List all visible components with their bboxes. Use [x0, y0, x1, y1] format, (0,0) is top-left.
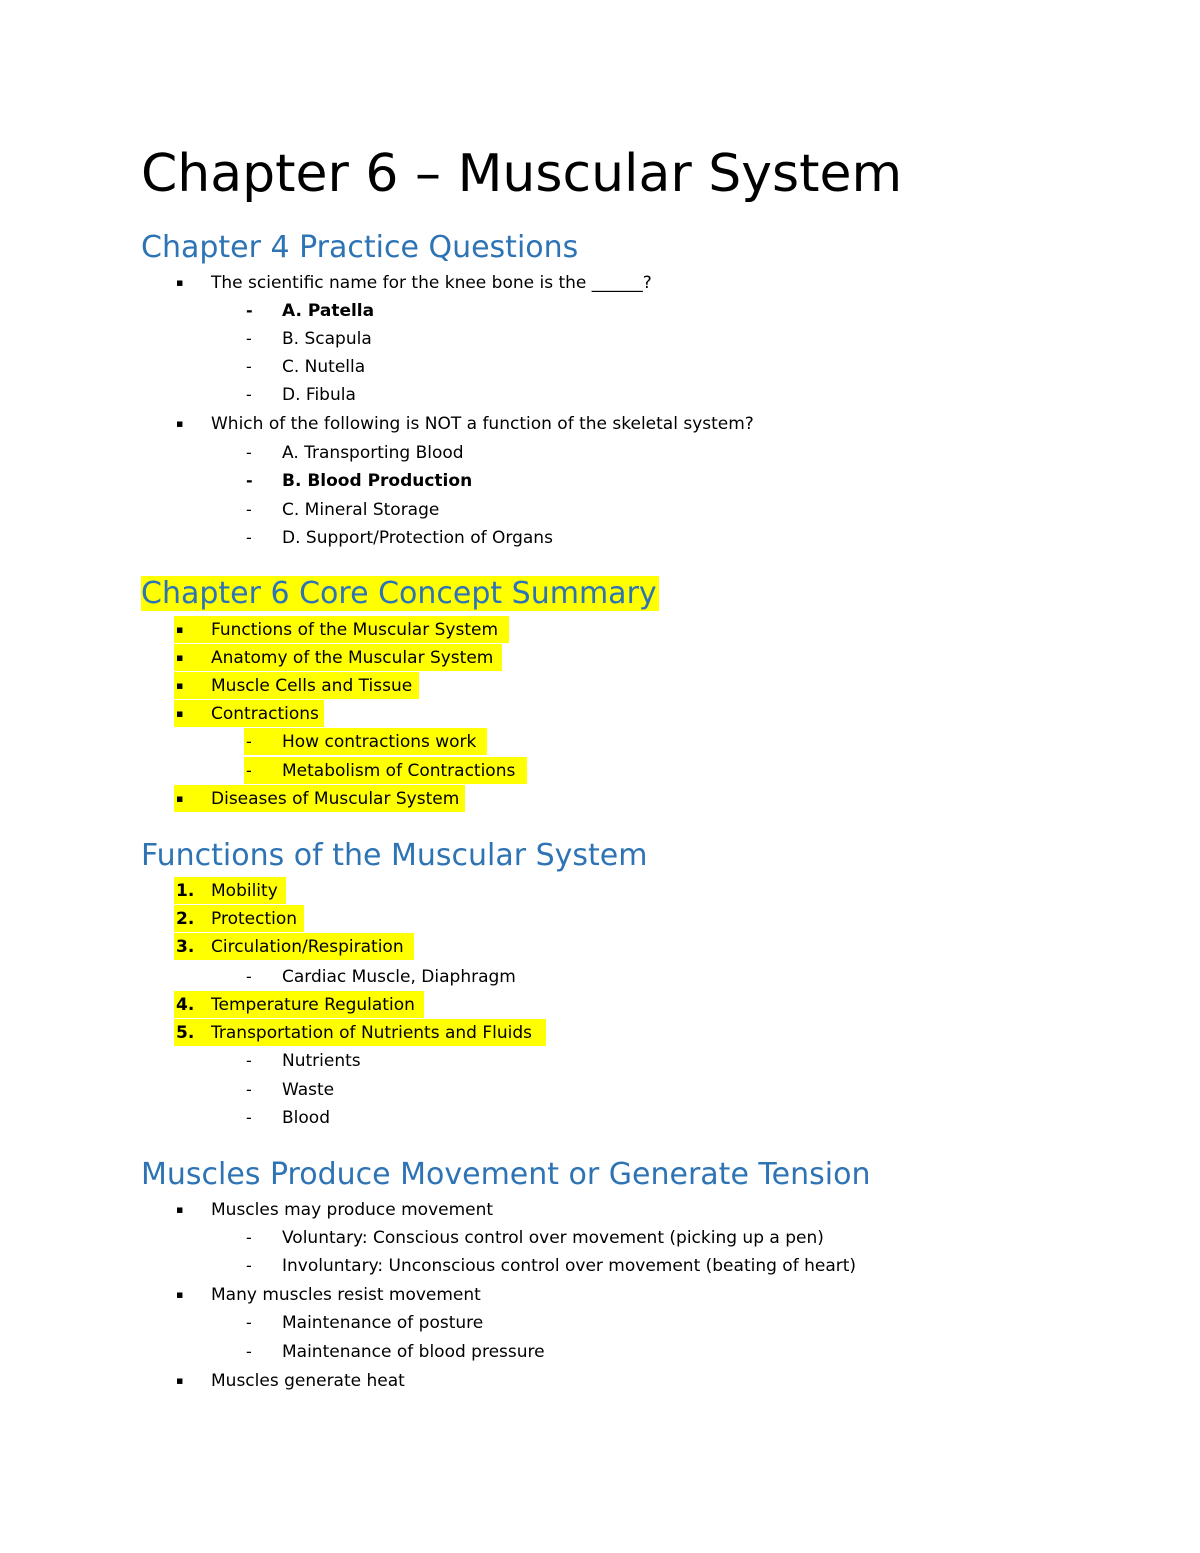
function-text: Cardiac Muscle, Diaphragm: [282, 967, 516, 987]
list-number: 2.: [176, 909, 195, 929]
bullet-marker: ▪: [176, 1374, 184, 1387]
heading-practice-questions: Chapter 4 Practice Questions: [141, 230, 579, 265]
heading-functions: Functions of the Muscular System: [141, 838, 648, 873]
bullet-marker: ▪: [176, 276, 184, 289]
dash-marker: -: [246, 443, 252, 462]
option-text: A. Transporting Blood: [282, 443, 464, 463]
option-text: D. Support/Protection of Organs: [282, 528, 553, 548]
option-text: B. Blood Production: [282, 471, 473, 491]
bullet-marker: ▪: [176, 417, 184, 430]
page-title: Chapter 6 – Muscular System: [141, 144, 903, 204]
dash-marker: -: [246, 301, 253, 320]
summary-text: How contractions work: [282, 732, 477, 752]
dash-marker: -: [246, 1228, 252, 1247]
function-text: Waste: [282, 1080, 335, 1100]
question-text: Which of the following is NOT a function of the skeletal system?: [211, 414, 754, 434]
heading-highlight: Chapter 6 Core Concept Summary: [141, 576, 657, 611]
movement-text: Maintenance of blood pressure: [282, 1342, 545, 1362]
dash-marker: -: [246, 761, 252, 780]
bullet-marker: ▪: [176, 1203, 184, 1216]
bullet-marker: ▪: [176, 623, 184, 636]
dash-marker: -: [246, 1256, 252, 1275]
bullet-marker: ▪: [176, 651, 184, 664]
movement-text: Muscles may produce movement: [211, 1200, 494, 1220]
function-text: Mobility: [211, 881, 278, 901]
movement-text: Muscles generate heat: [211, 1371, 405, 1391]
heading-movement-tension: Muscles Produce Movement or Generate Tension: [141, 1157, 871, 1192]
dash-marker: -: [246, 1342, 252, 1361]
dash-marker: -: [246, 329, 252, 348]
list-number: 3.: [176, 937, 195, 957]
list-number: 1.: [176, 881, 195, 901]
bullet-marker: ▪: [176, 707, 184, 720]
movement-text: Involuntary: Unconscious control over movement (beating of heart): [282, 1256, 857, 1276]
option-text: C. Nutella: [282, 357, 366, 377]
summary-text: Anatomy of the Muscular System: [211, 648, 494, 668]
list-number: 5.: [176, 1023, 195, 1043]
summary-text: Diseases of Muscular System: [211, 789, 460, 809]
dash-marker: -: [246, 732, 252, 751]
option-text: C. Mineral Storage: [282, 500, 440, 520]
option-text: B. Scapula: [282, 329, 372, 349]
summary-text: Metabolism of Contractions: [282, 761, 516, 781]
summary-text: Functions of the Muscular System: [211, 620, 499, 640]
bullet-marker: ▪: [176, 792, 184, 805]
dash-marker: -: [246, 385, 252, 404]
dash-marker: -: [246, 471, 253, 490]
function-text: Temperature Regulation: [211, 995, 415, 1015]
dash-marker: -: [246, 1313, 252, 1332]
movement-text: Voluntary: Conscious control over movement (picking up a pen): [282, 1228, 824, 1248]
heading-core-concept-summary: [141, 574, 659, 614]
dash-marker: -: [246, 1080, 252, 1099]
dash-marker: -: [246, 500, 252, 519]
dash-marker: -: [246, 967, 252, 986]
function-text: Transportation of Nutrients and Fluids: [211, 1023, 533, 1043]
function-text: Circulation/Respiration: [211, 937, 404, 957]
question-text: The scientific name for the knee bone is the ______?: [211, 273, 652, 293]
movement-text: Maintenance of posture: [282, 1313, 484, 1333]
dash-marker: -: [246, 1051, 252, 1070]
dash-marker: -: [246, 1108, 252, 1127]
function-text: Protection: [211, 909, 298, 929]
option-text: D. Fibula: [282, 385, 356, 405]
movement-text: Many muscles resist movement: [211, 1285, 481, 1305]
option-text: A. Patella: [282, 301, 375, 321]
dash-marker: -: [246, 528, 252, 547]
bullet-marker: ▪: [176, 679, 184, 692]
dash-marker: -: [246, 357, 252, 376]
bullet-marker: ▪: [176, 1288, 184, 1301]
summary-text: Contractions: [211, 704, 319, 724]
function-text: Blood: [282, 1108, 330, 1128]
function-text: Nutrients: [282, 1051, 361, 1071]
summary-text: Muscle Cells and Tissue: [211, 676, 413, 696]
list-number: 4.: [176, 995, 195, 1015]
